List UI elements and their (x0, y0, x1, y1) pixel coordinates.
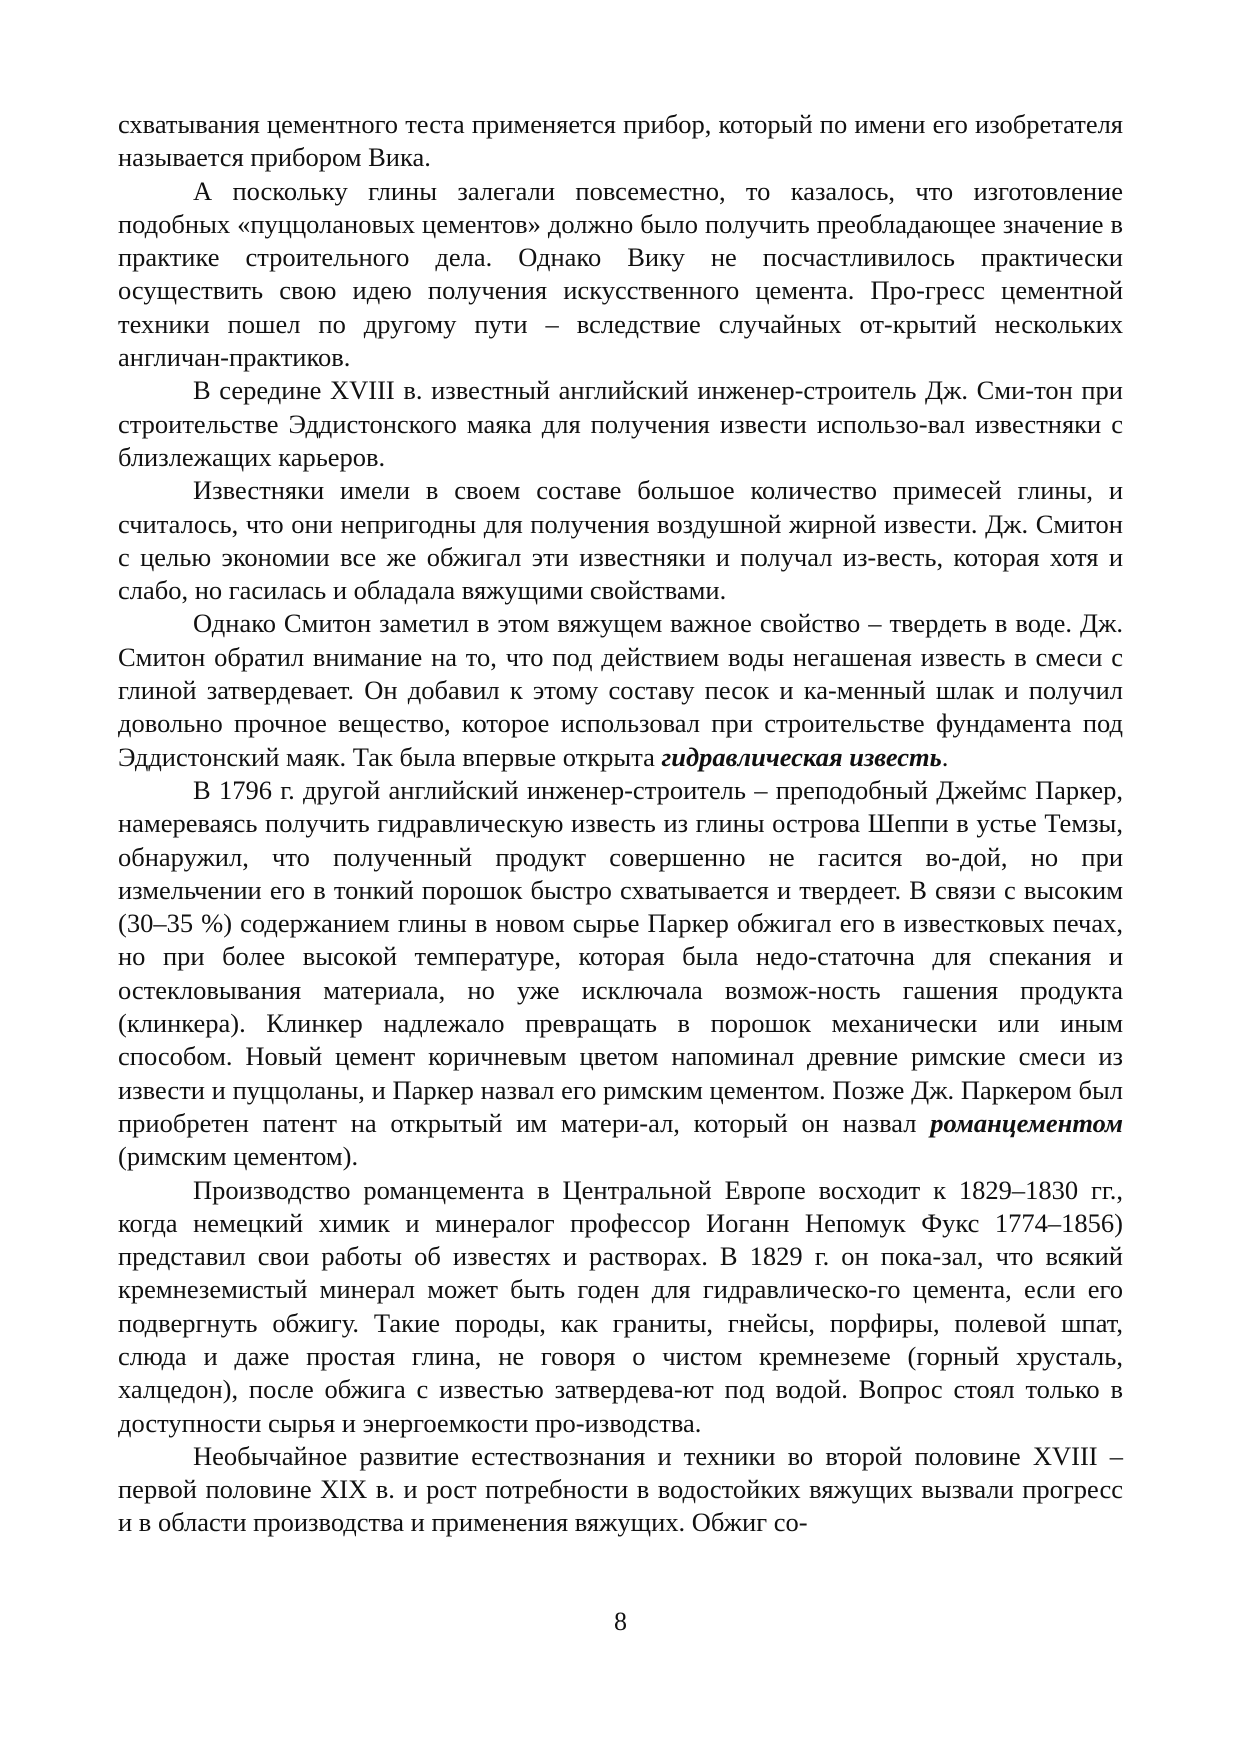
term-roman-cement: романцементом (930, 1107, 1123, 1138)
paragraph-central-europe-production: Производство романцемента в Центральной Европе восходит к 1829–1830 гг., когда немецкий химик и минералог профессор Иоганн Непомук Фукс 1774–1856) представил свои работы об известях и растворах. В 1829 г. он пока-зал, что всякий кремнеземистый минерал может быть годен для гидравлическо-го цемента, если его подвергнуть обжигу. Такие породы, как граниты, гнейсы, порфиры, полевой шпат, слюда и даже простая глина, не говоря о чистом кремнеземе (горный хрусталь, халцедон), после обжига с известью затвердева-ют под водой. Вопрос стоял только в доступности сырья и энергоемкости про-изводства. (118, 1174, 1123, 1438)
paragraph-parker-text: В 1796 г. другой английский инженер-строитель – преподобный Джеймс Паркер, намереваясь получить гидравлическую известь из глины острова Шеппи в устье Темзы, обнаружил, что полученный продукт совершенно не гасится во-дой, но при измельчении его в тонкий порошок быстро схватывается и твердеет. В связи с высоким (30–35 %) содержанием глины в новом сырье Паркер обжигал его в известковых печах, но при более высокой температуре, которая была недо-статочна для спекания и остекловывания материала, но уже исключала возмож-ность гашения продукта (клинкера). Клинкер надлежало превращать в порошок механически или иным способом. Новый цемент коричневым цветом напоминал древние римские смеси из извести и пуццоланы, и Паркер назвал его римским цементом. Позже Дж. Паркером был приобретен патент на открытый им матери-ал, который он назвал (118, 774, 1123, 1138)
paragraph-hydraulic-lime (118, 607, 1123, 773)
term-hydraulic-lime: гидравлическая известь (661, 741, 942, 772)
paragraph-parker-end: (римским цементом). (118, 1141, 359, 1172)
paragraph-hydraulic-lime-text: Однако Смитон заметил в этом вяжущем важное свойство – твердеть в воде. Дж. Смитон обратил внимание на то, что под действием воды негашеная известь в смеси с глиной затвердевает. Он добавил к этому составу песок и ка-менный шлак и получил довольно прочное вещество, которое использовал при строительстве фундамента под Эддистонский маяк. Так была впервые открыта (118, 608, 1123, 772)
paragraph-smeaton-lighthouse: В середине XVIII в. известный английский инженер-строитель Дж. Сми-тон при строительстве Эддистонского маяка для получения извести использо-вал известняки с близлежащих карьеров. (118, 375, 1123, 472)
paragraph-pozzolan-cements: А поскольку глины залегали повсеместно, то казалось, что изготовление подобных «пуццолановых цементов» должно было получить преобладающее значение в практике строительного дела. Однако Вику не посчастливилось практически осуществить свою идею получения искусственного цемента. Про-гресс цементной техники пошел по другому пути – вследствие случайных от-крытий нескольких англичан-практиков. (118, 175, 1123, 373)
page-number: 8 (614, 1607, 627, 1636)
paragraph-natural-science-progress: Необычайное развитие естествознания и техники во второй половине XVIII – первой половине XIX в. и рост потребности в водостойких вяжущих вызвали прогресс и в области производства и применения вяжущих. Обжиг со- (118, 1440, 1123, 1538)
document-page (118, 108, 1123, 1540)
paragraph-hydraulic-lime-end: . (941, 741, 949, 772)
paragraph-vicat-device: схватывания цементного теста применяется прибор, который по имени его изобретателя называется прибором Вика. (118, 109, 1123, 173)
paragraph-parker-roman-cement (118, 774, 1123, 1174)
paragraph-clay-limestones: Известняки имели в своем составе большое количество примесей глины, и считалось, что они непригодны для получения воздушной жирной извести. Дж. Смитон с целью экономии все же обжигал эти известняки и получал из-весть, которая хотя и слабо, но гасилась и обладала вяжущими свойствами. (118, 475, 1123, 606)
